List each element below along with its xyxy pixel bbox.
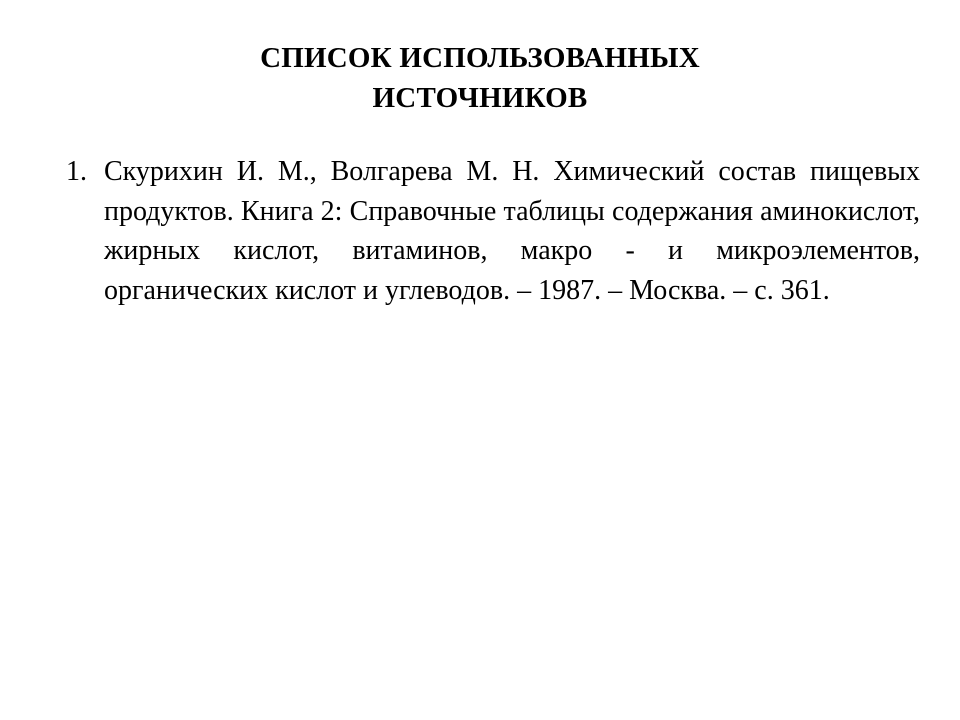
- reference-list: [66, 152, 920, 310]
- page-title: [0, 38, 960, 118]
- title-line-2: ИСТОЧНИКОВ: [372, 82, 588, 114]
- reference-text: Скурихин И. М., Волгарева М. Н. Химический состав пищевых продуктов. Книга 2: Справочные таблицы содержания аминокислот, жирных кислот, витаминов, макро - и микроэлементов, органических кислот и углеводов. – 1987. – Москва. – с. 361.: [104, 156, 920, 306]
- reference-item: [66, 152, 920, 310]
- reference-number: 1.: [66, 156, 87, 187]
- title-line-1: СПИСОК ИСПОЛЬЗОВАННЫХ: [260, 42, 700, 74]
